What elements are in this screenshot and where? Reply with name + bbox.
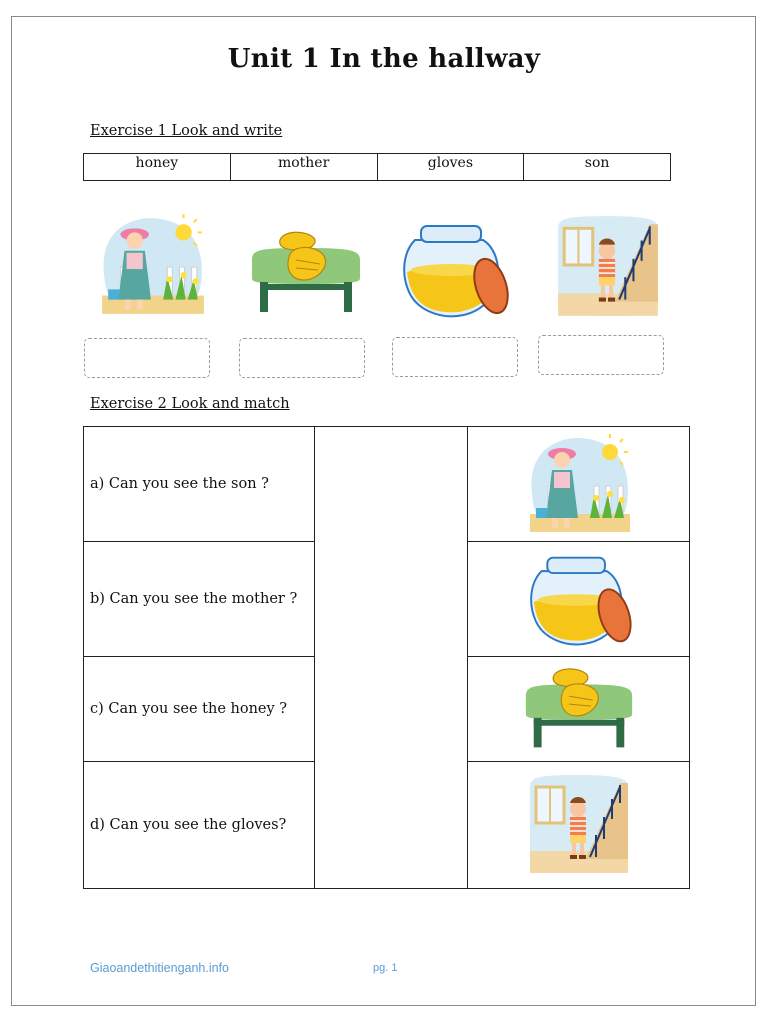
word-bank-cell: mother	[230, 154, 377, 181]
page-title: Unit 1 In the hallway	[227, 44, 541, 74]
match-table	[83, 426, 690, 889]
word-bank-cell: honey	[84, 154, 231, 181]
footer-site-link[interactable]: Giaoandethitienganh.info	[90, 961, 230, 975]
match-picture-gloves	[468, 657, 690, 762]
question-b: b) Can you see the mother ?	[84, 542, 315, 657]
honey-jar-picture	[398, 218, 510, 320]
word-bank-cell: son	[524, 154, 671, 181]
gloves-on-table-picture	[244, 228, 368, 318]
exercise1-heading: Exercise 1 Look and write	[90, 123, 283, 139]
exercise2-heading: Exercise 2 Look and match	[90, 396, 290, 412]
match-picture-son	[468, 762, 690, 889]
word-bank-table	[83, 153, 671, 181]
footer-page-number: pg. 1	[373, 962, 398, 974]
answer-box-2[interactable]	[239, 338, 365, 378]
question-d: d) Can you see the gloves?	[84, 762, 315, 889]
question-a: a) Can you see the son ?	[84, 427, 315, 542]
question-c: c) Can you see the honey ?	[84, 657, 315, 762]
answer-box-1[interactable]	[84, 338, 210, 378]
table-row	[84, 427, 690, 542]
match-picture-mother	[468, 427, 690, 542]
answer-box-4[interactable]	[538, 335, 664, 375]
answer-box-3[interactable]	[392, 337, 518, 377]
word-bank-cell: gloves	[377, 154, 524, 181]
matching-space[interactable]	[315, 427, 468, 889]
son-on-stairs-picture	[552, 214, 664, 320]
match-picture-honey	[468, 542, 690, 657]
mother-in-garden-picture	[96, 212, 208, 318]
